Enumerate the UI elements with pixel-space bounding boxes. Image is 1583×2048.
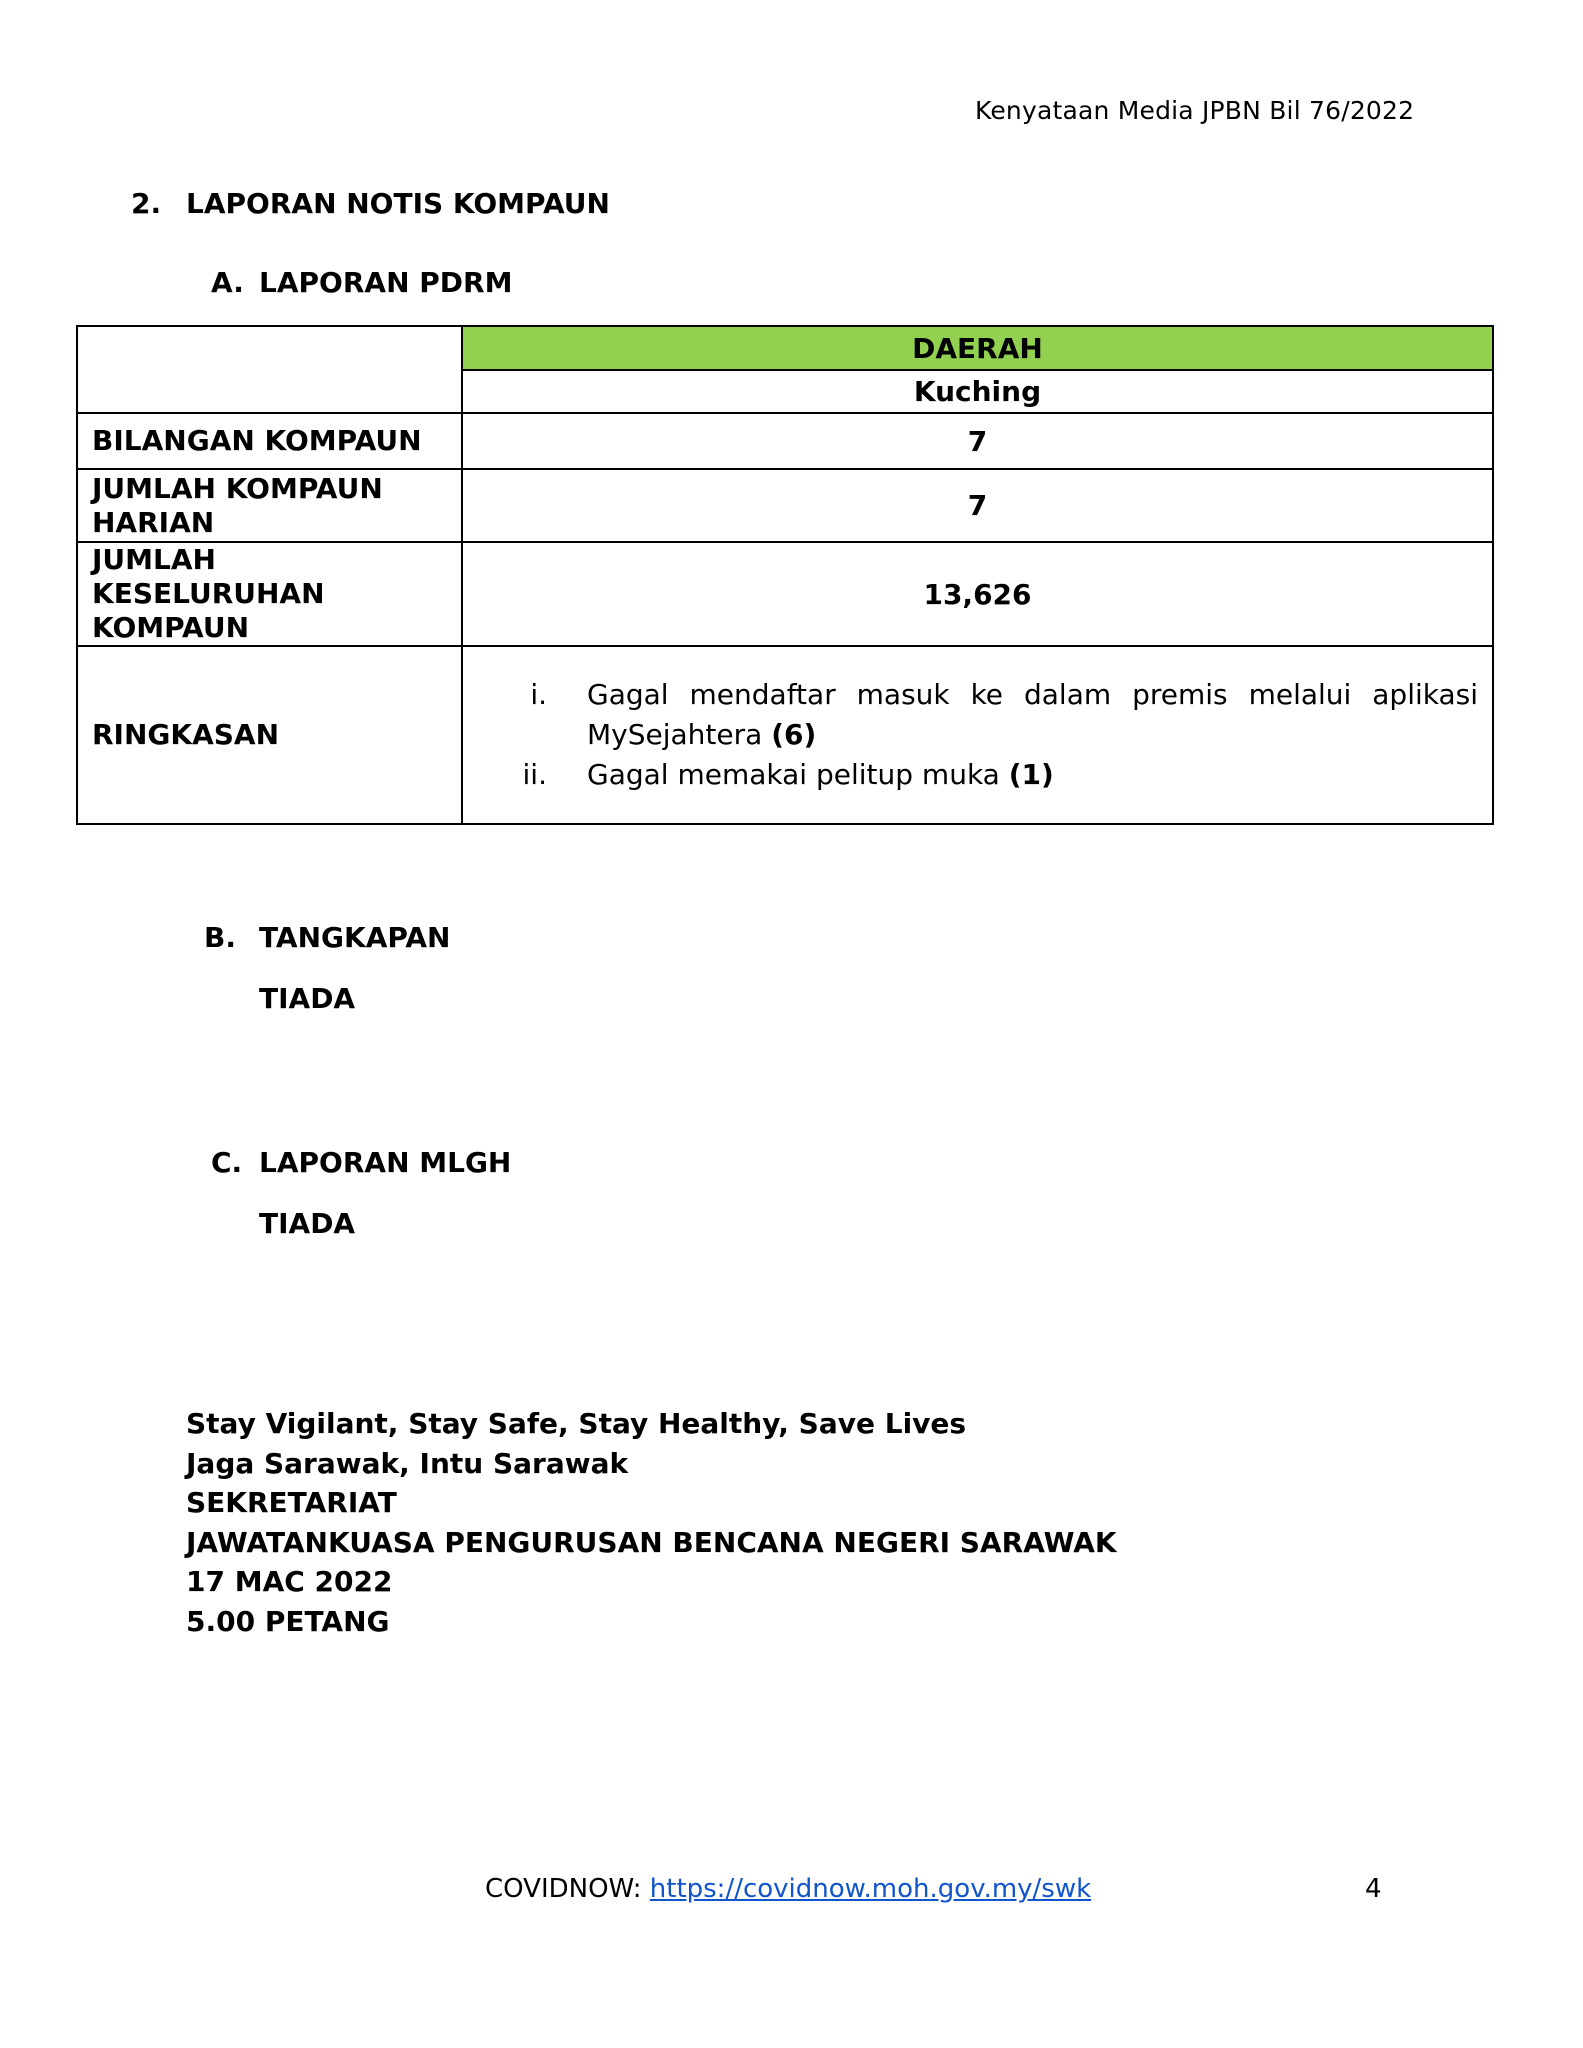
summary-item-count: (1) [1008,758,1054,791]
row-label: JUMLAH KOMPAUN HARIAN [77,469,462,542]
secretariat-label: SEKRETARIAT [186,1486,397,1519]
subsection-b-content: TIADA [259,982,356,1015]
subsection-b-title: TANGKAPAN [259,921,451,954]
subsection-c-title: LAPORAN MLGH [259,1146,512,1179]
summary-item-numeral: ii. [522,758,547,791]
covidnow-link[interactable]: https://covidnow.moh.gov.my/swk [649,1874,1092,1904]
release-date: 17 MAC 2022 [186,1565,393,1598]
subsection-a-heading [211,266,512,299]
subsection-c-heading [211,1146,511,1179]
subsection-c-content: TIADA [259,1207,356,1240]
summary-label: RINGKASAN [77,646,462,824]
row-value: 13,626 [462,542,1493,646]
committee-name: JAWATANKUASA PENGURUSAN BENCANA NEGERI SARAWAK [186,1525,1117,1559]
summary-item [477,675,1478,755]
summary-item-text [587,675,1478,755]
section-number: 2. [131,187,162,220]
release-time: 5.00 PETANG [186,1604,390,1638]
daerah-header: DAERAH [462,326,1493,370]
subsection-c-letter: C. [211,1146,243,1179]
subsection-b-heading [204,921,450,954]
slogan-line: Jaga Sarawak, Intu Sarawak [186,1446,629,1480]
compound-report-table [76,325,1494,825]
slogan-line: Stay Vigilant, Stay Safe, Stay Healthy, Save Lives [186,1407,967,1440]
row-value: 7 [462,469,1493,542]
footer-label: COVIDNOW: [485,1874,650,1904]
summary-list [477,675,1478,795]
summary-item-numeral: i. [530,678,547,711]
row-label: JUMLAH KESELURUHAN KOMPAUN [77,542,462,646]
subsection-b-letter: B. [204,921,236,954]
summary-item-text [587,755,1478,795]
page-number: 4 [1365,1874,1382,1904]
section-heading [131,187,610,220]
subsection-a-letter: A. [211,266,244,299]
summary-cell [462,646,1493,824]
section-title: LAPORAN NOTIS KOMPAUN [186,187,610,220]
summary-row [77,646,1493,824]
subsection-a-title: LAPORAN PDRM [259,266,513,299]
table-row [77,469,1493,542]
table-row [77,413,1493,469]
table-corner-cell [77,326,462,413]
row-label: BILANGAN KOMPAUN [77,413,462,469]
row-value: 7 [462,413,1493,469]
district-name: Kuching [462,370,1493,413]
table-row [77,542,1493,646]
summary-item-description: Gagal memakai pelitup muka [587,758,1000,791]
document-reference: Kenyataan Media JPBN Bil 76/2022 [975,96,1415,125]
summary-item-count: (6) [771,718,817,751]
closing-block [186,1404,1117,1641]
footer [485,1874,1091,1904]
summary-item-description: Gagal mendaftar masuk ke dalam premis melalui aplikasi MySejahtera [587,678,1478,751]
table-header-row [77,326,1493,370]
summary-item [477,755,1478,795]
